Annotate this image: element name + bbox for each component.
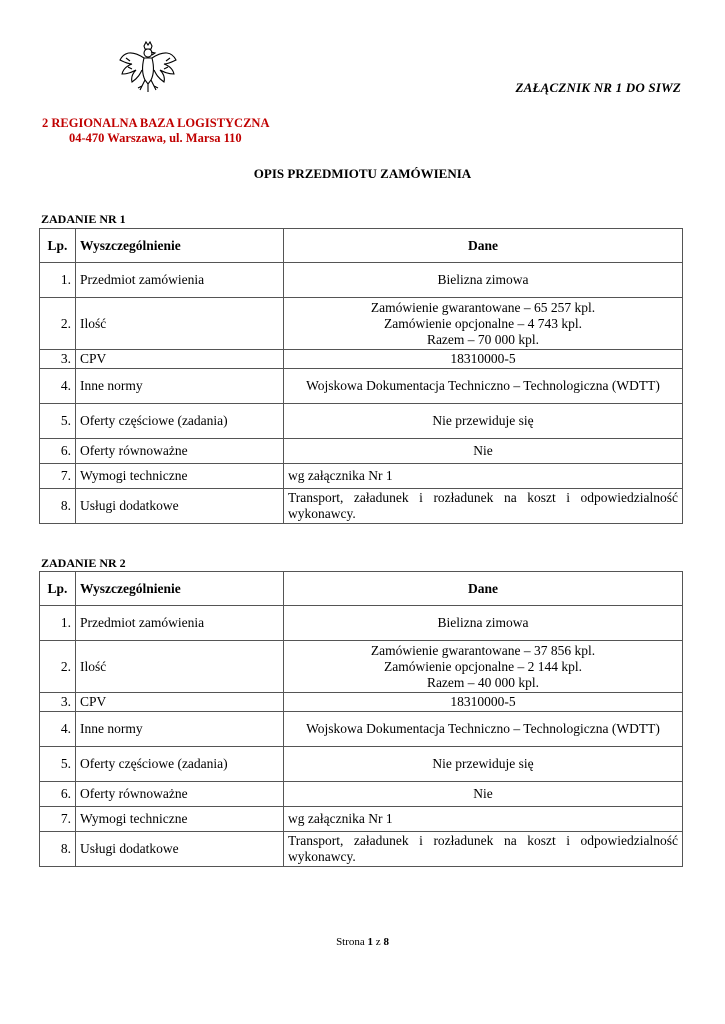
page-total: 8 [383,936,389,948]
row-value: Wojskowa Dokumentacja Techniczno – Technologiczna (WDTT) [284,712,683,747]
quantity-optional: Zamówienie opcjonalne – 2 144 kpl. [384,658,582,674]
table-row [40,439,683,464]
row-value: 18310000-5 [284,693,683,712]
row-value: Nie [284,439,683,464]
row-label: Oferty równoważne [76,782,284,807]
quantity-total: Razem – 40 000 kpl. [426,674,540,690]
row-value [284,641,683,693]
row-label: Oferty równoważne [76,439,284,464]
row-number: 6. [40,782,76,807]
page-separator: z [375,936,381,948]
table-row [40,747,683,782]
row-number: 7. [40,464,76,489]
row-label: CPV [76,693,284,712]
row-number: 3. [40,693,76,712]
task-1-table [39,228,683,524]
row-label: Ilość [76,298,284,350]
row-label: Oferty częściowe (zadania) [76,747,284,782]
row-number: 8. [40,489,76,524]
table-row [40,782,683,807]
column-header-name: Wyszczególnienie [76,572,284,606]
table-row [40,263,683,298]
annex-label: ZAŁĄCZNIK NR 1 DO SIWZ [515,80,681,95]
column-header-data: Dane [284,572,683,606]
row-label: Oferty częściowe (zadania) [76,404,284,439]
row-label: CPV [76,350,284,369]
row-value: Bielizna zimowa [284,263,683,298]
row-label: Wymogi techniczne [76,807,284,832]
organization-name: 2 REGIONALNA BAZA LOGISTYCZNA [42,116,270,130]
row-value: Bielizna zimowa [284,606,683,641]
organization-block [42,116,269,146]
row-number: 7. [40,807,76,832]
table-row [40,369,683,404]
row-value: 18310000-5 [284,350,683,369]
document-title: OPIS PRZEDMIOTU ZAMÓWIENIA [253,166,472,181]
quantity-guaranteed: Zamówienie gwarantowane – 65 257 kpl. [370,299,596,315]
row-label: Wymogi techniczne [76,464,284,489]
row-label: Inne normy [76,712,284,747]
row-label: Usługi dodatkowe [76,489,284,524]
row-number: 8. [40,832,76,867]
eagle-emblem-icon [118,40,178,96]
row-number: 2. [40,641,76,693]
table-row [40,350,683,369]
row-value: wg załącznika Nr 1 [284,807,683,832]
row-number: 3. [40,350,76,369]
organization-address: 04-470 Warszawa, ul. Marsa 110 [69,131,242,145]
table-row [40,298,683,350]
task-2-table [39,571,683,867]
row-number: 2. [40,298,76,350]
column-header-data: Dane [284,229,683,263]
row-label: Przedmiot zamówienia [76,263,284,298]
column-header-lp: Lp. [40,229,76,263]
page-number: 1 [367,936,374,948]
row-value: Transport, załadunek i rozładunek na koszt i odpowiedzialność wykonawcy. [284,489,683,524]
row-value: Nie [284,782,683,807]
table-header-row [40,229,683,263]
row-number: 5. [40,747,76,782]
quantity-optional: Zamówienie opcjonalne – 4 743 kpl. [384,315,582,331]
table-row [40,832,683,867]
table-row [40,693,683,712]
row-number: 1. [40,606,76,641]
row-number: 6. [40,439,76,464]
quantity-total: Razem – 70 000 kpl. [426,331,540,347]
table-row [40,489,683,524]
row-value: Nie przewiduje się [284,404,683,439]
task-1-title: ZADANIE NR 1 [41,212,126,226]
row-number: 5. [40,404,76,439]
column-header-lp: Lp. [40,572,76,606]
table-row [40,606,683,641]
row-value [284,298,683,350]
table-row [40,712,683,747]
table-row [40,404,683,439]
row-label: Usługi dodatkowe [76,832,284,867]
row-label: Ilość [76,641,284,693]
table-row [40,464,683,489]
row-value: Transport, załadunek i rozładunek na koszt i odpowiedzialność wykonawcy. [284,832,683,867]
row-label: Przedmiot zamówienia [76,606,284,641]
row-label: Inne normy [76,369,284,404]
table-header-row [40,572,683,606]
page-label: Strona [336,936,365,948]
task-2-title: ZADANIE NR 2 [41,556,126,570]
row-number: 1. [40,263,76,298]
table-row [40,641,683,693]
page-footer [0,936,725,948]
row-number: 4. [40,712,76,747]
table-row [40,807,683,832]
quantity-guaranteed: Zamówienie gwarantowane – 37 856 kpl. [370,642,596,658]
row-number: 4. [40,369,76,404]
column-header-name: Wyszczególnienie [76,229,284,263]
row-value: wg załącznika Nr 1 [284,464,683,489]
row-value: Nie przewiduje się [284,747,683,782]
row-value: Wojskowa Dokumentacja Techniczno – Technologiczna (WDTT) [284,369,683,404]
